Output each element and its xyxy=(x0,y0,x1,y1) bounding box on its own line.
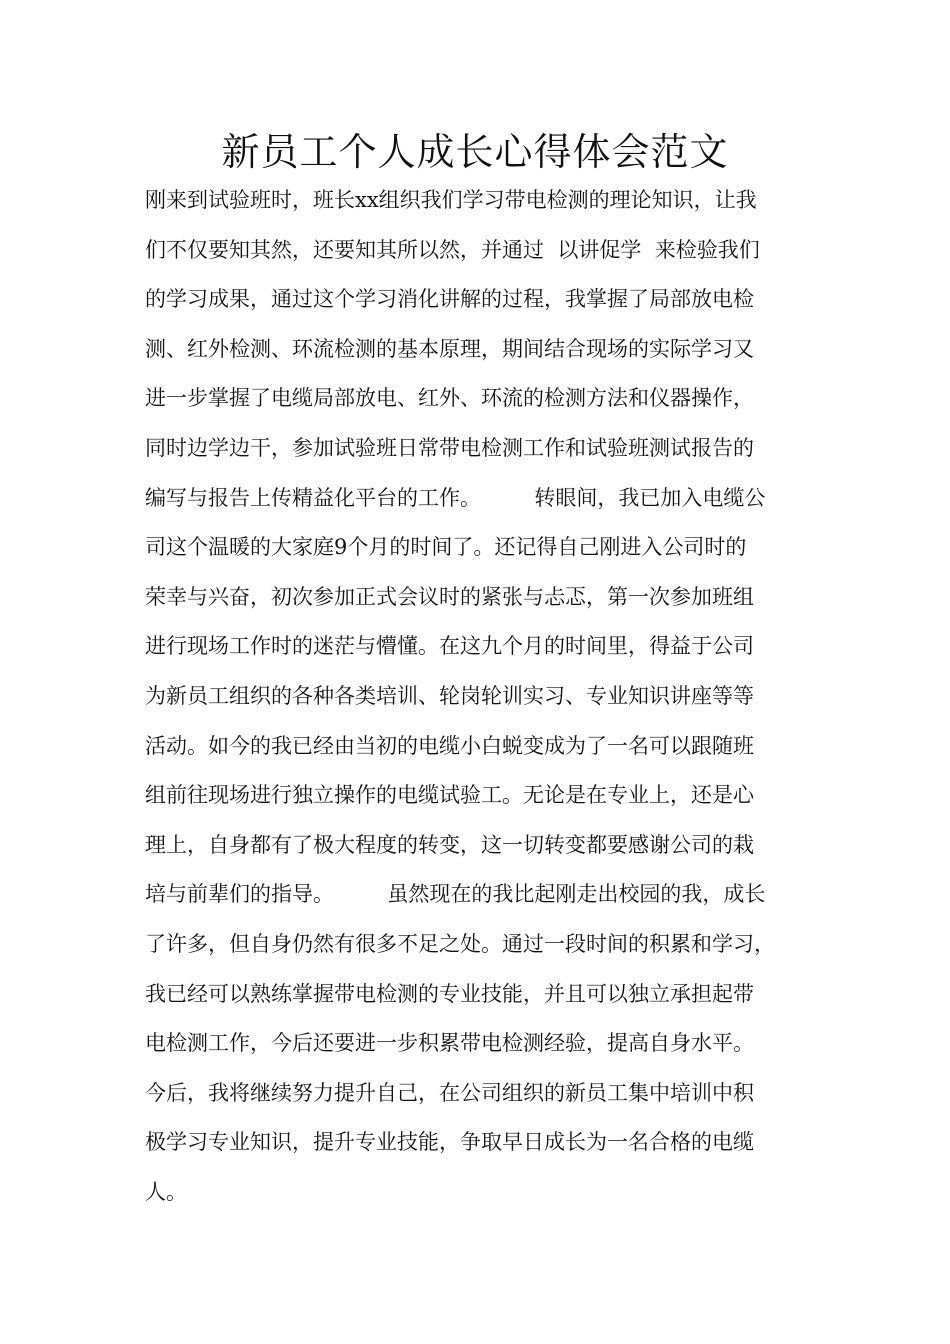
body-line: 理上，自身都有了极大程度的转变，这一切转变都要感谢公司的栽 xyxy=(145,832,754,857)
body-line: 培与前辈们的指导。 虽然现在的我比起刚走出校园的我，成长 xyxy=(145,882,766,907)
body-line: 编写与报告上传精益化平台的工作。 转眼间，我已加入电缆公 xyxy=(145,485,766,510)
body-line: 活动。如今的我已经由当初的电缆小白蜕变成为了一名可以跟随班 xyxy=(145,733,754,758)
body-line: 人。 xyxy=(145,1179,187,1204)
body-line: 了许多，但自身仍然有很多不足之处。通过一段时间的积累和学习， xyxy=(145,931,775,956)
body-line: 今后，我将继续努力提升自己，在公司组织的新员工集中培训中积 xyxy=(145,1080,754,1105)
body-line: 我已经可以熟练掌握带电检测的专业技能，并且可以独立承担起带 xyxy=(145,981,754,1006)
body-line: 电检测工作，今后还要进一步积累带电检测经验，提高自身水平。 xyxy=(145,1031,754,1056)
body-line: 的学习成果，通过这个学习消化讲解的过程，我掌握了局部放电检 xyxy=(145,287,754,312)
body-line: 进行现场工作时的迷茫与懵懂。在这九个月的时间里，得益于公司 xyxy=(145,634,754,659)
body-line: 进一步掌握了电缆局部放电、红外、环流的检测方法和仪器操作， xyxy=(145,386,754,411)
document-body xyxy=(145,176,825,1217)
body-line: 荣幸与兴奋，初次参加正式会议时的紧张与忐忑，第一次参加班组 xyxy=(145,584,754,609)
body-line: 司这个温暖的大家庭9个月的时间了。还记得自己刚进入公司时的 xyxy=(145,535,747,560)
body-line: 为新员工组织的各种各类培训、轮岗轮训实习、专业知识讲座等等 xyxy=(145,683,754,708)
document-title: 新员工个人成长心得体会范文 xyxy=(221,130,729,174)
body-line: 同时边学边干，参加试验班日常带电检测工作和试验班测试报告的 xyxy=(145,435,754,460)
body-line: 刚来到试验班时，班长xx组织我们学习带电检测的理论知识，让我 xyxy=(145,188,757,212)
body-line: 测、红外检测、环流检测的基本原理，期间结合现场的实际学习又 xyxy=(145,336,754,361)
body-line: 组前往现场进行独立操作的电缆试验工。无论是在专业上，还是心 xyxy=(145,783,754,808)
body-line: 极学习专业知识，提升专业技能，争取早日成长为一名合格的电缆 xyxy=(145,1130,754,1155)
body-line: 们不仅要知其然，还要知其所以然，并通过 以讲促学 来检验我们 xyxy=(145,237,760,262)
